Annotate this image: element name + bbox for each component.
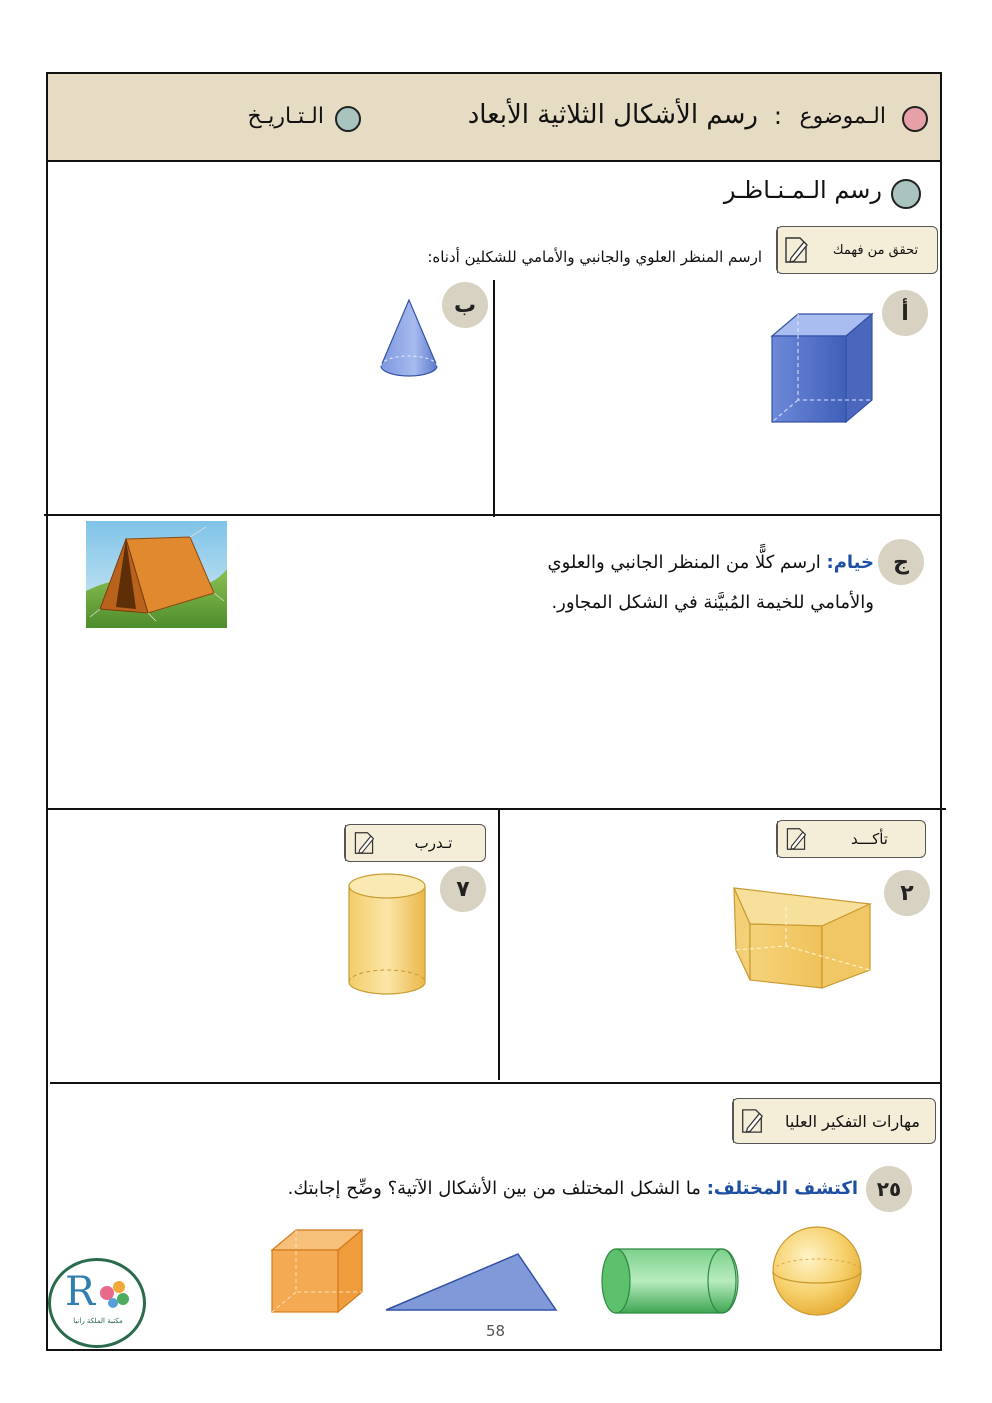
topic-separator: : xyxy=(773,102,782,130)
row-divider-2 xyxy=(48,808,946,810)
section-dot-icon xyxy=(891,179,921,209)
confirm-tag-label: تأكـــد xyxy=(851,830,888,848)
row-divider-3 xyxy=(50,1082,940,1084)
logo-flower-icon xyxy=(95,1275,135,1311)
topic-dot-icon xyxy=(902,106,928,132)
practice-pencil-icon xyxy=(345,825,382,861)
check-tag-label: تحقق من فهمك xyxy=(832,242,919,258)
date-label: الـتـاريـخ xyxy=(247,104,324,129)
item-25-badge: ٢٥ xyxy=(866,1166,912,1212)
cylinder-figure xyxy=(344,870,430,998)
confirm-pencil-icon xyxy=(777,821,814,857)
hots-pencil-icon xyxy=(733,1099,770,1143)
sphere-figure xyxy=(770,1224,864,1318)
horizontal-cylinder-figure xyxy=(600,1246,740,1316)
row-divider-1 xyxy=(44,514,942,516)
check-instruction: ارسم المنظر العلوي والجانبي والأمامي للشكلين أدناه: xyxy=(427,248,762,266)
date-dot-icon xyxy=(335,106,361,132)
cube-figure xyxy=(268,1226,366,1316)
page-number: 58 xyxy=(486,1322,506,1340)
hots-question xyxy=(288,1178,858,1199)
hots-tag-label: مهارات التفكير العليا xyxy=(785,1111,920,1131)
check-divider xyxy=(493,280,495,517)
triangle-figure xyxy=(382,1250,560,1314)
check-understanding-tag xyxy=(776,226,938,274)
hots-tag xyxy=(732,1098,936,1144)
topic-title: رسم الأشكال الثلاثية الأبعاد xyxy=(467,100,758,130)
camping-line2: والأمامي للخيمة المُبيَّنة في الشكل المجاور. xyxy=(551,592,874,613)
item-j-badge: ج xyxy=(878,539,924,585)
practice-tag xyxy=(344,824,486,862)
tent-image xyxy=(86,521,227,628)
pentagonal-prism-figure xyxy=(730,884,876,994)
confirm-tag xyxy=(776,820,926,858)
section-title: رسم الـمـنـاظـر xyxy=(723,176,882,204)
practice-tag-label: تـدرب xyxy=(414,834,453,852)
practice-divider xyxy=(498,808,500,1080)
item-b-badge: ب xyxy=(442,282,488,328)
logo-letter: R xyxy=(65,1269,96,1315)
hots-question-text: ما الشكل المختلف من بين الأشكال الآتية؟ وضِّح إجابتك. xyxy=(287,1178,701,1199)
pencil-note-icon xyxy=(777,227,814,273)
rectangular-prism-figure xyxy=(768,310,878,430)
cone-figure xyxy=(376,296,442,382)
hots-keyword: اكتشف المختلف: xyxy=(706,1178,858,1199)
camping-line1-text: ارسم كلًّا من المنظر الجانبي والعلوي xyxy=(547,552,821,573)
item-a-badge: أ xyxy=(882,290,928,336)
item-7-badge: ٧ xyxy=(440,866,486,912)
camping-line1 xyxy=(548,552,875,573)
logo-caption: مكتبة الملكة رانيا xyxy=(73,1317,123,1325)
camping-keyword: خيام: xyxy=(826,552,874,573)
library-logo xyxy=(48,1258,146,1348)
topic-label: الـموضوع xyxy=(799,104,886,129)
item-2-badge: ٢ xyxy=(884,870,930,916)
